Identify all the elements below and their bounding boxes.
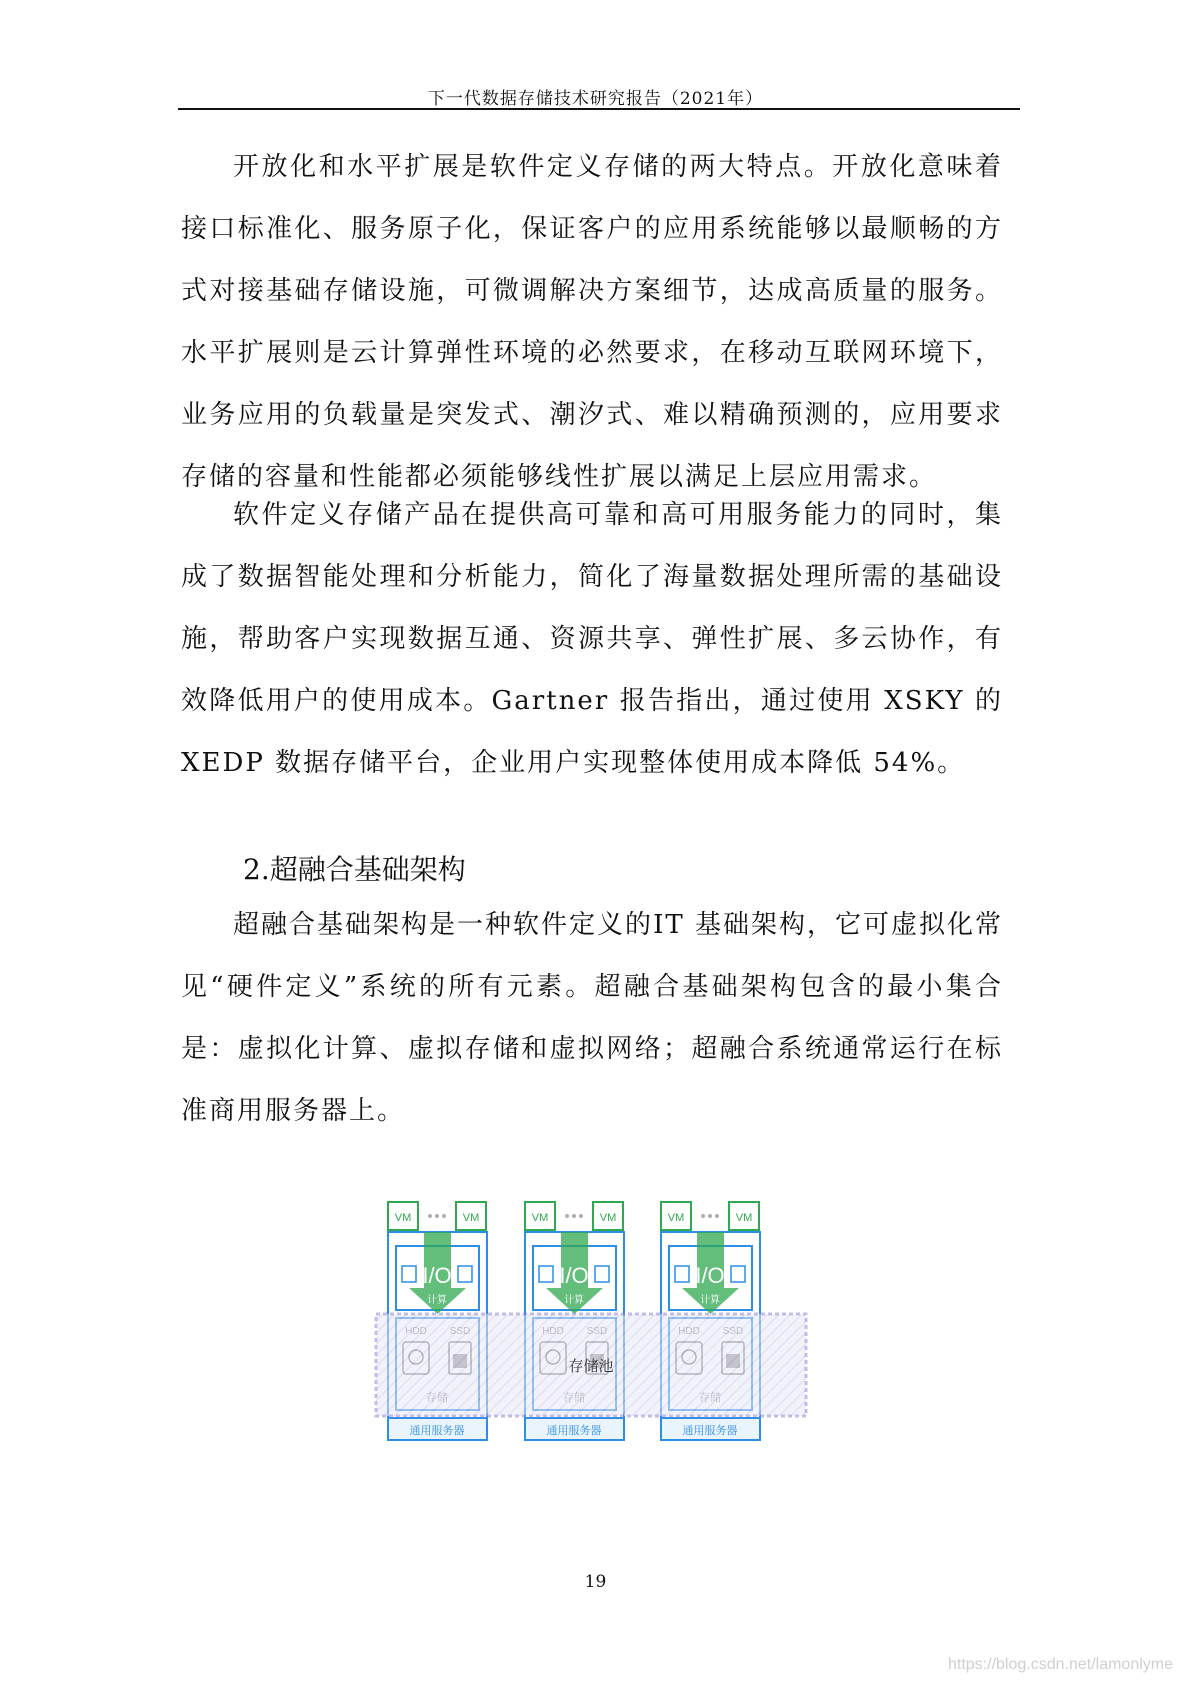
paragraph-sds-benefits: 软件定义存储产品在提供高可靠和高可用服务能力的同时，集成了数据智能处理和分析能力，简化了海量数据处理所需的基础设施，帮助客户实现数据互通、资源共享、弹性扩展、多云协作，有效降低用户的使用成本。Gartner 报告指出，通过使用 XSKY 的 XEDP 数据存储平台，企业用户实现整体使用成本降低 54%。 <box>181 500 1003 778</box>
server-label: 通用服务器 <box>546 1425 602 1437</box>
io-label: I/O <box>559 1263 589 1288</box>
ellipsis-dot <box>435 1214 439 1218</box>
paragraph-open-and-scaling: 开放化和水平扩展是软件定义存储的两大特点。开放化意味着接口标准化、服务原子化，保证客户的应用系统能够以最顺畅的方式对接基础存储设施，可微调解决方案细节，达成高质量的服务。水平扩展则是云计算弹性环境的必然要求，在移动互联网环境下，业务应用的负载量是突发式、潮汐式、难以精确预测的，应用要求存储的容量和性能都必须能够线性扩展以满足上层应用需求。 <box>181 152 1003 492</box>
ellipsis-dot <box>708 1214 712 1218</box>
header-title: 下一代数据存储技术研究报告（2021年） <box>427 89 764 109</box>
vm-label: VM <box>531 1212 549 1224</box>
ellipsis-dot <box>579 1214 583 1218</box>
ellipsis-dot <box>428 1214 432 1218</box>
watermark: https://blog.csdn.net/lamonlyme <box>947 1656 1173 1673</box>
compute-label: 计算 <box>564 1295 584 1306</box>
hci-architecture-figure <box>348 1190 836 1492</box>
vm-label: VM <box>735 1212 753 1224</box>
vm-label: VM <box>667 1212 685 1224</box>
ellipsis-dot <box>715 1214 719 1218</box>
ellipsis-dot <box>442 1214 446 1218</box>
server-label: 通用服务器 <box>409 1425 465 1437</box>
vm-label: VM <box>394 1212 412 1224</box>
paragraph-hci-definition: 超融合基础架构是一种软件定义的IT 基础架构，它可虚拟化常见“硬件定义”系统的所有元素。超融合基础架构包含的最小集合是：虚拟化计算、虚拟存储和虚拟网络；超融合系统通常运行在标准商用服务器上。 <box>181 910 1003 1126</box>
vm-label: VM <box>599 1212 617 1224</box>
hci-architecture-diagram <box>348 1190 836 1492</box>
section-heading: 2.超融合基础架构 <box>243 853 466 886</box>
ellipsis-dot <box>565 1214 569 1218</box>
storage-pool-label: 存储池 <box>568 1358 614 1375</box>
page-number: 19 <box>584 1572 607 1592</box>
header-divider <box>178 108 1020 110</box>
ellipsis-dot <box>701 1214 705 1218</box>
ellipsis-dot <box>572 1214 576 1218</box>
server-label: 通用服务器 <box>682 1425 738 1437</box>
compute-label: 计算 <box>700 1295 720 1306</box>
io-label: I/O <box>695 1263 725 1288</box>
compute-label: 计算 <box>427 1295 447 1306</box>
io-label: I/O <box>422 1263 452 1288</box>
vm-label: VM <box>462 1212 480 1224</box>
